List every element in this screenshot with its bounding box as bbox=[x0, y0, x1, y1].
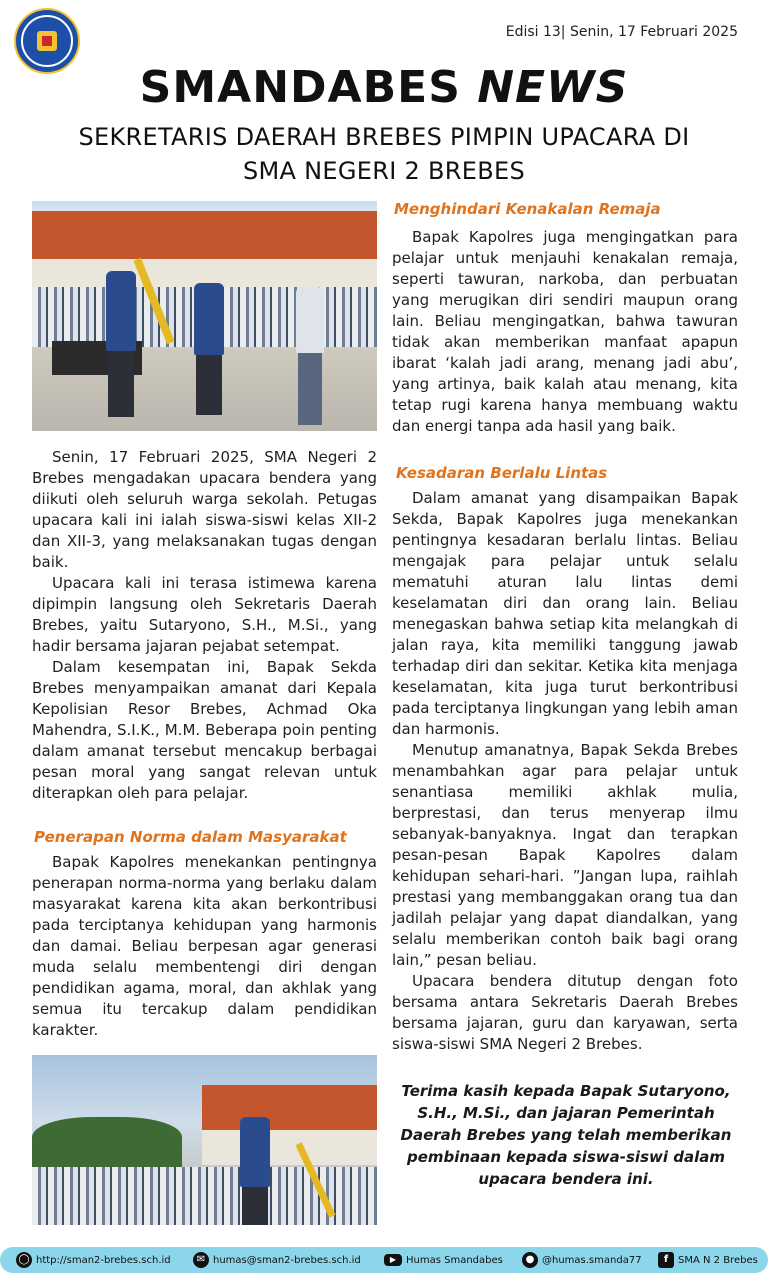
photo-official-legs bbox=[242, 1187, 268, 1225]
photo-roof bbox=[202, 1085, 377, 1130]
photo-official-1-legs bbox=[108, 351, 134, 417]
facebook-icon: f bbox=[658, 1252, 674, 1268]
paragraph: Dalam kesempatan ini, Bapak Sekda Brebes menyampaikan amanat dari Kepala Kepolisian Resor Brebes, Achmad Oka Mahendra, S.I.K., M.M. Beberapa poin penting dalam amanat tersebut mencakup berbagai pesan moral yang sangat relevan untuk diterapkan oleh para pelajar. bbox=[32, 658, 377, 802]
ceremony-photo-top bbox=[32, 201, 377, 431]
masthead-main: SMANDABES bbox=[139, 62, 461, 113]
instagram-link[interactable]: @humas.smanda77 bbox=[542, 1254, 642, 1266]
mail-icon: ✉ bbox=[193, 1252, 209, 1268]
photo-roof bbox=[32, 211, 377, 259]
section-body-lalu-lintas bbox=[392, 488, 738, 1055]
photo-student bbox=[296, 287, 324, 353]
instagram-icon: ● bbox=[522, 1252, 538, 1268]
photo-student-legs bbox=[298, 353, 322, 425]
masthead-italic: NEWS bbox=[477, 62, 629, 113]
paragraph: Bapak Kapolres juga mengingatkan para pelajar untuk menjauhi kenakalan remaja, seperti tawuran, narkoba, dan perbuatan yang merugikan diri sendiri maupun orang lain. Beliau mengingatkan, bahwa tawuran tidak akan memberikan manfaat apapun ibarat ‘kalah jadi arang, menang jadi abu’, yang artinya, baik kalah atau menang, kita tetap rugi karena hanya membuang waktu dan energi tanpa ada hasil yang baik. bbox=[392, 228, 738, 435]
section-title-remaja: Menghindari Kenakalan Remaja bbox=[394, 200, 661, 218]
photo-trees bbox=[32, 1117, 182, 1167]
headline-line-1: SEKRETARIS DAERAH BREBES PIMPIN UPACARA DI bbox=[78, 123, 690, 151]
section-body-remaja bbox=[392, 227, 738, 437]
website-link[interactable]: http://sman2-brebes.sch.id bbox=[36, 1254, 171, 1266]
article-headline bbox=[40, 120, 728, 188]
photo-official-1 bbox=[106, 271, 136, 351]
paragraph: Dalam amanat yang disampaikan Bapak Sekda, Bapak Kapolres juga menekankan pentingnya kesadaran berlalu lintas. Beliau mengajak para pelajar untuk selalu mematuhi aturan lalu lintas demi keselamatan diri dan orang lain. Beliau menegaskan bahwa setiap kita melangkah di jalan raya, kita memiliki tanggung jawab terhadap diri dan sekitar. Ketika kita menjaga keselamatan, kita juga turut berkontribusi pada terciptanya lingkungan yang lebih aman dan harmonis. bbox=[392, 489, 738, 738]
edition-date: Edisi 13| Senin, 17 Februari 2025 bbox=[505, 24, 738, 40]
paragraph: Senin, 17 Februari 2025, SMA Negeri 2 Brebes mengadakan upacara bendera yang diikuti oleh seluruh warga sekolah. Petugas upacara kali ini ialah siswa-siswi kelas XII-2 dan XII-3, yang melaksanakan tugas dengan baik. bbox=[32, 448, 377, 571]
left-column bbox=[32, 447, 377, 804]
footer-email[interactable] bbox=[193, 1251, 361, 1269]
photo-official bbox=[240, 1117, 270, 1187]
section-body-norma bbox=[32, 852, 377, 1041]
paragraph: Upacara kali ini terasa istimewa karena dipimpin langsung oleh Sekretaris Daerah Brebes, yaitu Sutaryono, S.H., M.Si., yang hadir bersama jajaran pejabat setempat. bbox=[32, 574, 377, 655]
email-link[interactable]: humas@sman2-brebes.sch.id bbox=[213, 1254, 361, 1266]
facebook-link[interactable]: SMA N 2 Brebes bbox=[678, 1254, 758, 1266]
photo-official-2-legs bbox=[196, 355, 222, 415]
masthead bbox=[0, 62, 768, 113]
youtube-icon: ▶ bbox=[384, 1254, 402, 1266]
globe-icon: ◯ bbox=[16, 1252, 32, 1268]
youtube-link[interactable]: Humas Smandabes bbox=[406, 1254, 503, 1266]
footer-instagram[interactable] bbox=[522, 1251, 642, 1269]
logo-emblem-center bbox=[42, 36, 52, 46]
section-title-norma: Penerapan Norma dalam Masyarakat bbox=[34, 828, 347, 846]
paragraph: Upacara bendera ditutup dengan foto bersama antara Sekretaris Daerah Brebes bersama jajaran, guru dan karyawan, serta siswa-siswi SMA Negeri 2 Brebes. bbox=[392, 972, 738, 1053]
headline-line-2: SMA NEGERI 2 BREBES bbox=[242, 157, 526, 185]
paragraph: Menutup amanatnya, Bapak Sekda Brebes menambahkan agar para pelajar untuk senantiasa memiliki akhlak mulia, berprestasi, dan terus menyerap ilmu sebanyak-banyaknya. Ingat dan terapkan pesan-pesan Bapak Kapolres dalam kehidupan sehari-hari. ”Jangan lupa, raihlah prestasi yang membanggakan orang tua dan jadilah pelajar yang dapat diandalkan, yang selalu memberikan contoh baik bagi orang lain,” pesan beliau. bbox=[392, 741, 738, 969]
photo-official-2 bbox=[194, 283, 224, 355]
footer-youtube[interactable] bbox=[384, 1251, 503, 1269]
photo-building-wall bbox=[202, 1130, 377, 1165]
footer-facebook[interactable] bbox=[658, 1251, 758, 1269]
thank-you-note: Terima kasih kepada Bapak Sutaryono, S.H., M.Si., dan jajaran Pemerintah Daerah Brebes yang telah memberikan pembinaan kepada siswa-siswi dalam upacara bendera ini. bbox=[400, 1082, 732, 1188]
footer-bar bbox=[0, 1247, 768, 1273]
section-title-lalu-lintas: Kesadaran Berlalu Lintas bbox=[396, 464, 608, 482]
paragraph: Bapak Kapolres menekankan pentingnya penerapan norma-norma yang berlaku dalam masyarakat karena kita akan berkontribusi pada terciptanya kehidupan yang harmonis dan damai. Beliau berpesan agar generasi muda selalu membentengi diri dengan pendidikan agama, moral, dan akhlak yang semua itu tercakup dalam pendidikan karakter. bbox=[32, 853, 377, 1039]
ceremony-photo-bottom bbox=[32, 1055, 377, 1225]
footer-website[interactable] bbox=[16, 1251, 171, 1269]
